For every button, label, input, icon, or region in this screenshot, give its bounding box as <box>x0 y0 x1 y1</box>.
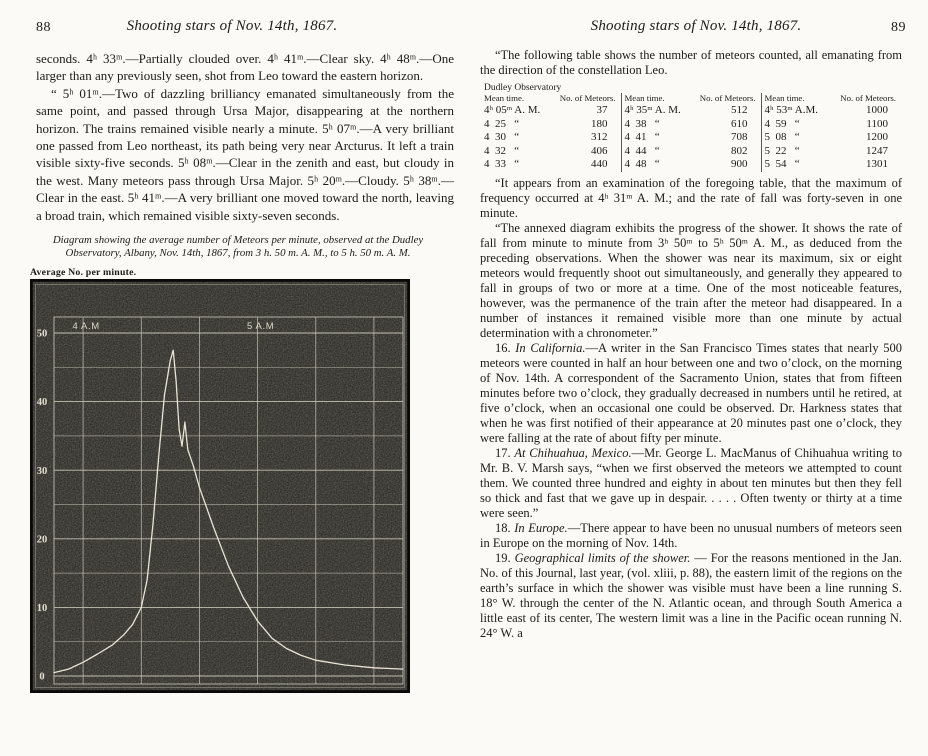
table-cell: 1200 <box>866 131 888 143</box>
table-cell: 512 <box>696 104 762 118</box>
table-cell: 5 54 “ <box>764 158 800 170</box>
meteor-rate-chart <box>30 279 464 693</box>
table-cell: 802 <box>696 145 762 159</box>
table-row <box>482 145 902 159</box>
left-page-body <box>36 50 454 224</box>
svg-text:0: 0 <box>39 671 45 683</box>
meteor-rate-chart-svg <box>30 279 410 693</box>
svg-text:4 A.M: 4 A.M <box>72 321 100 333</box>
table-cell: 4ʰ 05ᵐ A. M. <box>484 104 541 116</box>
paragraph: 18. In Europe.—There appear to have been no unusual numbers of meteors seen in Europe on the morning of Nov. 14th. <box>480 520 903 550</box>
table-cell: 37 <box>556 104 622 118</box>
running-title-right: Shooting stars of Nov. 14th, 1867. <box>590 18 802 34</box>
svg-text:40: 40 <box>36 397 48 409</box>
column-header: No. of Meteors. <box>556 93 622 104</box>
table-cell: 1000 <box>866 104 888 116</box>
column-header: Mean time. <box>624 93 665 103</box>
page-number-left: 88 <box>36 20 51 35</box>
table-cell: 4 33 “ <box>484 158 520 170</box>
paragraph: 16. In California.—A writer in the San Francisco Times states that nearly 500 meteors were counted in half an hour between one and two o’clock, on the morning of Nov. 14th. A correspondent of the Sacramento Union, states that from fifteen minutes before two o’clock, they gradually decreased in numbers until he retired, at five o’clock, when an occasional one could be observed. Dr. Harkness states that when he was first notified of their appearance at 20 minutes past one o’clock, they were falling at the rate of about fifty per minute. <box>480 340 902 445</box>
paragraph: 19. Geographical limits of the shower. — For the reasons mentioned in the Jan. No. of this Journal, last year, (vol. xliii, p. 88), the eastern limit of the regions on the earth’s surface in which the shower was visible must have been a line running S. 18° W. through the center of the N. Atlantic ocean, and through South America a little east of its center, The western limit was a line in the Pacific ocean running N. 24° W. a <box>480 550 902 640</box>
column-header: Mean time. <box>764 93 805 103</box>
table-cell: 4ʰ 53ᵐ A.M. <box>764 104 818 116</box>
table-row <box>482 104 902 118</box>
table-cell: 4 32 “ <box>484 144 520 157</box>
table-row <box>482 131 902 145</box>
table-cell: 440 <box>556 158 622 172</box>
table-cell: 4 25 “ <box>484 117 520 130</box>
left-page-header <box>0 18 464 44</box>
table-cell: 4ʰ 35ᵐ A. M. <box>624 104 681 116</box>
figure-caption: Diagram showing the average number of Meteors per minute, observed at the Dudley Observatory, Albany, Nov. 14th, 1867, from 3 h. 50 m. A. M., to 5 h. 50 m. A. M. <box>52 234 424 260</box>
paragraph: seconds. 4ʰ 33ᵐ.—Partially clouded over. 4ʰ 41ᵐ.—Clear sky. 4ʰ 48ᵐ.—One larger than any previously seen, shot from Leo toward the eastern horizon. <box>36 51 454 84</box>
column-header: Mean time. <box>484 93 525 103</box>
right-page-body <box>480 176 902 641</box>
table-cell: 610 <box>696 118 762 132</box>
table-cell: 4 59 “ <box>764 117 800 130</box>
svg-text:50: 50 <box>36 328 48 340</box>
table-cell: 5 22 “ <box>764 144 800 157</box>
chart-y-axis-title: Average No. per minute. <box>30 267 137 279</box>
column-header: No. of Meteors. <box>696 93 762 104</box>
svg-text:10: 10 <box>36 603 48 615</box>
table-row <box>482 118 902 132</box>
table-cell: 4 30 “ <box>484 131 520 143</box>
paragraph: 17. At Chihuahua, Mexico.—Mr. George L. MacManus of Chihuahua writing to Mr. B. V. Marsh says, “when we first observed the meteors we attempted to count them. We counted three hundred and eighty in about ten minutes but then they fell so thick and fast that we gave up in despair. . . . . Often twenty or thirty at a time were seen.” <box>480 445 902 520</box>
paragraph: “The following table shows the number of meteors counted, all emanating from the direction of the constellation Leo. <box>480 48 902 77</box>
table-cell: 4 41 “ <box>624 131 660 143</box>
table-cell: 1100 <box>866 117 888 130</box>
svg-text:20: 20 <box>36 534 48 546</box>
table-row <box>482 158 902 172</box>
svg-text:5 A.M: 5 A.M <box>246 321 275 333</box>
paragraph: “The annexed diagram exhibits the progress of the shower. It shows the rate of fall from minute to minute from 3ʰ 50ᵐ to 5ʰ 50ᵐ A. M., as deduced from the preceding observations. When the shower was near its maximum, six or eight meteors would frequently shoot out simultaneously, and generally they appeared to fall in groups of two or more at a time. One of the most noticeable features, however, was the permanence of the train after the meteor had disappeared. In a number of instances it remained visible more than one minute by actual determination with a chronometer.” <box>480 220 902 340</box>
table-header-row <box>482 93 902 104</box>
column-header: No. of Meteors. <box>840 93 896 103</box>
table-cell: 900 <box>696 158 762 172</box>
table-cell: 708 <box>696 131 762 145</box>
table-cell: 1247 <box>866 144 888 157</box>
right-page-header <box>464 18 928 44</box>
table-cell: 4 48 “ <box>624 158 660 170</box>
running-title-left: Shooting stars of Nov. 14th, 1867. <box>126 18 338 34</box>
svg-text:30: 30 <box>36 465 48 477</box>
paragraph: “ 5ʰ 01ᵐ.—Two of dazzling brilliancy emanated simultaneously from the same point, and passed through Ursa Major, disappearing at the northern horizon. The trains remained visible nearly a minute. 5ʰ 07ᵐ.—A very brilliant one passed from Leo northeast, its path being very near Arcturus. It left a train visible sixty-five seconds. 5ʰ 08ᵐ.—Clear in the zenith and east, but cloudy in the west. Many meteors pass through Ursa Major. 5ʰ 20ᵐ.—Cloudy. 5ʰ 38ᵐ.—Clear in the east. 5ʰ 41ᵐ.—A very brilliant one moved toward the north, leaving a broad train, which remained visible sixty-seven seconds. <box>36 85 454 223</box>
table-cell: 406 <box>556 145 622 159</box>
table-cell: 312 <box>556 131 622 145</box>
table-cell: 4 44 “ <box>624 144 660 157</box>
table-cell: 180 <box>556 118 622 132</box>
meteor-count-table-zone <box>482 83 902 172</box>
paragraph: “It appears from an examination of the foregoing table, that the maximum of frequency occurred at 4ʰ 31ᵐ A. M.; and the rate of fall was forty-seven in one minute. <box>480 175 902 220</box>
table-body <box>482 104 902 172</box>
right-page <box>464 0 928 756</box>
meteor-count-table <box>482 93 902 172</box>
page-number-right: 89 <box>891 20 906 35</box>
table-cell: 4 38 “ <box>624 117 660 130</box>
table-title: Dudley Observatory <box>484 83 562 93</box>
table-cell: 5 08 “ <box>764 131 800 143</box>
right-page-intro <box>480 48 902 78</box>
table-cell: 1301 <box>866 158 888 170</box>
